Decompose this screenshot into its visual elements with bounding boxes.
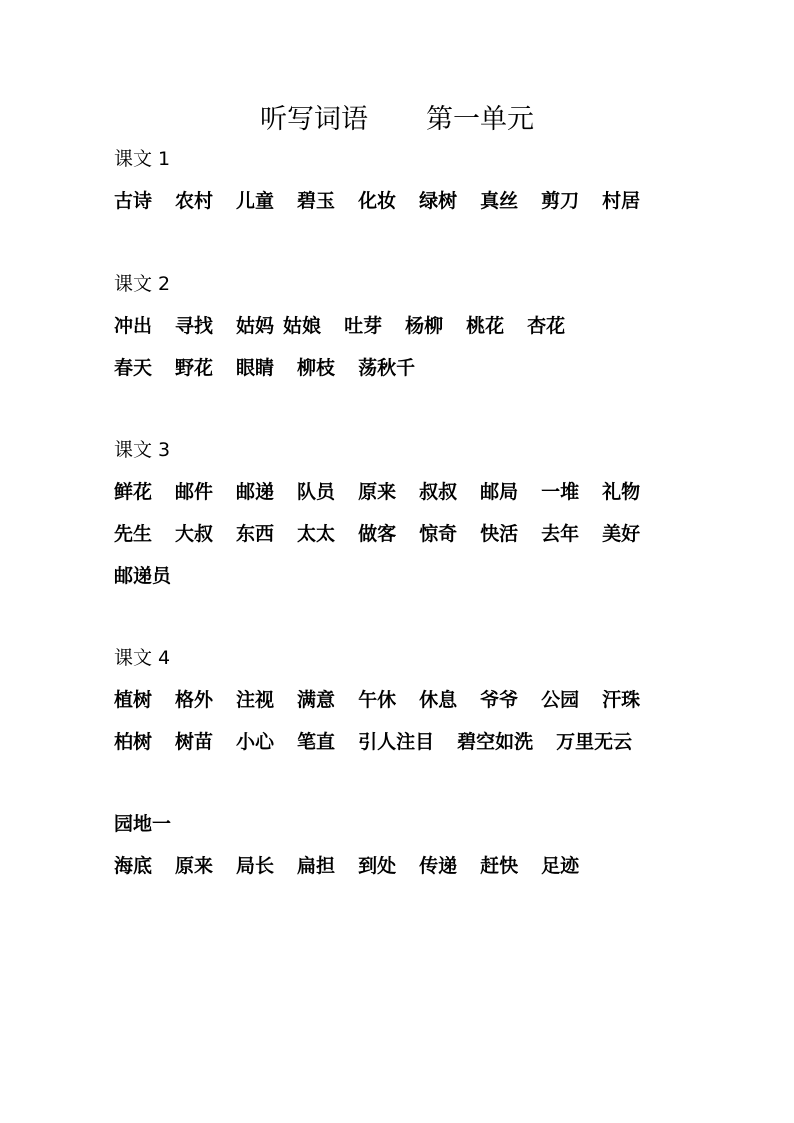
word: 先生 <box>114 523 153 545</box>
word: 引人注目 <box>358 731 435 753</box>
word: 荡秋千 <box>358 357 416 379</box>
word: 太太 <box>297 523 336 545</box>
word: 邮局 <box>480 481 519 503</box>
word: 吐芽 <box>344 315 383 337</box>
word: 去年 <box>541 523 580 545</box>
word: 海底 <box>114 855 153 877</box>
word: 剪刀 <box>541 190 580 212</box>
section-lesson-1 <box>114 146 754 214</box>
word: 柳枝 <box>297 357 336 379</box>
word: 碧玉 <box>297 190 336 212</box>
word-line <box>114 521 754 547</box>
word: 休息 <box>419 689 458 711</box>
word: 村居 <box>602 190 641 212</box>
section-lesson-2 <box>114 271 754 381</box>
word: 东西 <box>236 523 275 545</box>
word: 鲜花 <box>114 481 153 503</box>
word: 邮递 <box>236 481 275 503</box>
word-line <box>114 563 754 589</box>
word-line <box>114 687 754 713</box>
word-line <box>114 355 754 381</box>
word-line <box>114 188 754 214</box>
word-line <box>114 853 754 879</box>
section-label: 课文 2 <box>114 273 171 295</box>
word: 公园 <box>541 689 580 711</box>
section-unit-garden <box>114 811 754 879</box>
section-label: 课文 3 <box>114 439 171 461</box>
word: 满意 <box>297 689 336 711</box>
word: 格外 <box>175 689 214 711</box>
word: 注视 <box>236 689 275 711</box>
word: 足迹 <box>541 855 580 877</box>
section-label: 园地一 <box>114 813 172 835</box>
word: 爷爷 <box>480 689 519 711</box>
word: 万里无云 <box>556 731 633 753</box>
word: 春天 <box>114 357 153 379</box>
word: 笔直 <box>297 731 336 753</box>
word: 快活 <box>480 523 519 545</box>
word: 姑娘 <box>283 315 322 337</box>
word: 绿树 <box>419 190 458 212</box>
word: 局长 <box>236 855 275 877</box>
word: 队员 <box>297 481 336 503</box>
word: 扁担 <box>297 855 336 877</box>
word: 大叔 <box>175 523 214 545</box>
word: 汗珠 <box>602 689 641 711</box>
section-lesson-4 <box>114 645 754 755</box>
word: 农村 <box>175 190 214 212</box>
word: 午休 <box>358 689 397 711</box>
word-line <box>114 479 754 505</box>
word: 原来 <box>175 855 214 877</box>
section-lesson-3 <box>114 437 754 589</box>
title-right: 第一单元 <box>426 104 534 135</box>
word: 真丝 <box>480 190 519 212</box>
title-left: 听写词语 <box>260 104 368 135</box>
word: 桃花 <box>466 315 505 337</box>
word: 做客 <box>358 523 397 545</box>
word: 姑妈 <box>236 315 275 337</box>
word: 美好 <box>602 523 641 545</box>
word: 冲出 <box>114 315 153 337</box>
word: 邮件 <box>175 481 214 503</box>
word: 杨柳 <box>405 315 444 337</box>
word: 到处 <box>358 855 397 877</box>
word: 古诗 <box>114 190 153 212</box>
word: 叔叔 <box>419 481 458 503</box>
word: 野花 <box>175 357 214 379</box>
word-line <box>114 729 754 755</box>
word: 化妆 <box>358 190 397 212</box>
word: 眼睛 <box>236 357 275 379</box>
word: 小心 <box>236 731 275 753</box>
word: 树苗 <box>175 731 214 753</box>
page-title <box>0 100 794 140</box>
word: 植树 <box>114 689 153 711</box>
word: 寻找 <box>175 315 214 337</box>
word: 邮递员 <box>114 565 172 587</box>
section-label: 课文 4 <box>114 647 171 669</box>
word: 儿童 <box>236 190 275 212</box>
word: 原来 <box>358 481 397 503</box>
word: 柏树 <box>114 731 153 753</box>
section-label: 课文 1 <box>114 148 171 170</box>
word: 传递 <box>419 855 458 877</box>
word: 一堆 <box>541 481 580 503</box>
word: 惊奇 <box>419 523 458 545</box>
word: 赶快 <box>480 855 519 877</box>
word-line <box>114 313 754 339</box>
word: 礼物 <box>602 481 641 503</box>
word: 碧空如洗 <box>457 731 534 753</box>
word: 杏花 <box>527 315 566 337</box>
